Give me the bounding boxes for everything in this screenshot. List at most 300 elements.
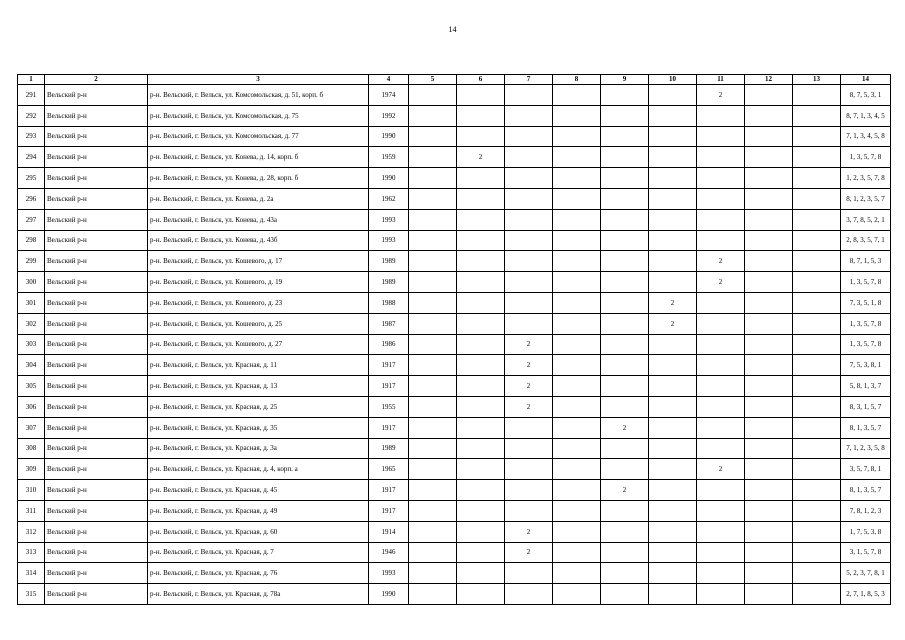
table-cell: 306	[18, 396, 45, 417]
table-cell	[457, 417, 505, 438]
table-cell	[409, 563, 457, 584]
table-cell: 1989	[369, 272, 409, 293]
column-header: 9	[601, 75, 649, 85]
table-cell	[793, 584, 841, 605]
table-cell: 8, 7, 1, 3, 4, 5	[841, 105, 891, 126]
table-cell	[697, 292, 745, 313]
table-cell	[553, 209, 601, 230]
table-cell	[409, 209, 457, 230]
table-cell	[457, 251, 505, 272]
table-cell	[553, 480, 601, 501]
table-cell: р-н. Вельский, г. Вельск, ул. Красная, д. 60	[148, 521, 369, 542]
table-cell: Вельский р-н	[45, 500, 148, 521]
table-cell	[649, 188, 697, 209]
table-cell: 2	[697, 272, 745, 293]
column-header: 1	[18, 75, 45, 85]
table-cell: р-н. Вельский, г. Вельск, ул. Кошевого, д. 17	[148, 251, 369, 272]
table-cell	[697, 313, 745, 334]
table-cell	[649, 417, 697, 438]
column-header: 13	[793, 75, 841, 85]
table-cell	[505, 459, 553, 480]
table-cell	[697, 105, 745, 126]
table-cell	[505, 126, 553, 147]
table-cell	[649, 459, 697, 480]
table-cell	[649, 251, 697, 272]
table-cell	[553, 251, 601, 272]
table-cell: 8, 1, 3, 5, 7	[841, 417, 891, 438]
table-cell	[601, 251, 649, 272]
table-cell: 5, 8, 1, 3, 7	[841, 376, 891, 397]
table-cell	[649, 230, 697, 251]
table-cell	[553, 459, 601, 480]
table-cell	[601, 209, 649, 230]
table-cell: 1993	[369, 230, 409, 251]
table-cell	[745, 355, 793, 376]
table-cell	[601, 376, 649, 397]
table-cell	[697, 147, 745, 168]
table-cell	[697, 209, 745, 230]
table-cell: 315	[18, 584, 45, 605]
table-cell	[649, 147, 697, 168]
table-cell	[553, 188, 601, 209]
table-cell	[601, 396, 649, 417]
table-cell: Вельский р-н	[45, 209, 148, 230]
table-cell	[457, 334, 505, 355]
table-cell	[697, 521, 745, 542]
table-cell	[553, 500, 601, 521]
table-cell	[505, 209, 553, 230]
table-cell: 2	[649, 292, 697, 313]
table-cell	[649, 438, 697, 459]
table-cell	[649, 209, 697, 230]
table-cell: 314	[18, 563, 45, 584]
table-cell: р-н. Вельский, г. Вельск, ул. Кошевого, д. 19	[148, 272, 369, 293]
table-cell	[553, 272, 601, 293]
table-cell: 1990	[369, 584, 409, 605]
table-cell	[505, 313, 553, 334]
table-cell	[505, 500, 553, 521]
table-cell: Вельский р-н	[45, 396, 148, 417]
table-cell: 302	[18, 313, 45, 334]
table-cell: Вельский р-н	[45, 313, 148, 334]
table-cell	[745, 521, 793, 542]
table-cell	[745, 459, 793, 480]
table-cell	[793, 500, 841, 521]
table-cell: 2	[601, 480, 649, 501]
table-cell	[505, 272, 553, 293]
table-cell	[457, 438, 505, 459]
table-cell	[793, 85, 841, 106]
table-cell	[745, 272, 793, 293]
table-cell	[745, 313, 793, 334]
table-cell: 1917	[369, 500, 409, 521]
table-cell	[409, 438, 457, 459]
table-cell	[601, 292, 649, 313]
table-cell: Вельский р-н	[45, 230, 148, 251]
table-cell	[649, 126, 697, 147]
table-cell	[409, 376, 457, 397]
table-cell	[601, 563, 649, 584]
table-cell: 2	[697, 251, 745, 272]
table-cell: Вельский р-н	[45, 480, 148, 501]
table-row	[18, 500, 891, 521]
table-cell	[409, 251, 457, 272]
table-row	[18, 417, 891, 438]
table-cell	[793, 230, 841, 251]
header-row	[18, 75, 891, 85]
table-cell	[457, 126, 505, 147]
table-cell	[457, 396, 505, 417]
table-cell	[793, 313, 841, 334]
table-cell	[601, 85, 649, 106]
table-cell	[409, 230, 457, 251]
table-cell: 307	[18, 417, 45, 438]
table-row	[18, 521, 891, 542]
table-cell	[505, 168, 553, 189]
table-cell	[745, 85, 793, 106]
table-cell	[745, 126, 793, 147]
table-cell: 313	[18, 542, 45, 563]
table-cell	[553, 563, 601, 584]
table-cell	[745, 500, 793, 521]
table-cell	[409, 417, 457, 438]
column-header: 11	[697, 75, 745, 85]
table-cell: Вельский р-н	[45, 126, 148, 147]
table-cell	[553, 542, 601, 563]
table-cell	[505, 147, 553, 168]
table-cell: 1959	[369, 147, 409, 168]
table-cell: 8, 7, 1, 5, 3	[841, 251, 891, 272]
table-cell	[745, 188, 793, 209]
table-cell	[793, 563, 841, 584]
table-cell	[745, 251, 793, 272]
table-cell: 1974	[369, 85, 409, 106]
table-cell: 311	[18, 500, 45, 521]
table-row	[18, 584, 891, 605]
table-cell: 7, 8, 1, 2, 3	[841, 500, 891, 521]
table-cell: р-н. Вельский, г. Вельск, ул. Комсомольская, д. 51, корп. б	[148, 85, 369, 106]
table-cell: 309	[18, 459, 45, 480]
table-cell: Вельский р-н	[45, 105, 148, 126]
column-header: 2	[45, 75, 148, 85]
table-cell: р-н. Вельский, г. Вельск, ул. Конева, д. 14, корп. б	[148, 147, 369, 168]
table-cell	[793, 396, 841, 417]
table-row	[18, 230, 891, 251]
table-cell: 3, 5, 7, 8, 1	[841, 459, 891, 480]
table-cell	[697, 480, 745, 501]
table-cell	[553, 292, 601, 313]
table-cell: 312	[18, 521, 45, 542]
table-cell	[409, 355, 457, 376]
page-number: 14	[448, 25, 457, 34]
table-cell	[745, 230, 793, 251]
table-cell	[409, 459, 457, 480]
table-header	[18, 75, 891, 85]
table-cell: 2	[697, 85, 745, 106]
table-cell: 8, 1, 2, 3, 5, 7	[841, 188, 891, 209]
table-cell	[601, 584, 649, 605]
table-cell: р-н. Вельский, г. Вельск, ул. Конева, д. 43а	[148, 209, 369, 230]
table-cell	[697, 417, 745, 438]
table-cell: Вельский р-н	[45, 542, 148, 563]
table-cell	[793, 105, 841, 126]
table-cell	[409, 334, 457, 355]
table-row	[18, 85, 891, 106]
table-cell	[409, 396, 457, 417]
table-cell: 1, 7, 5, 3, 8	[841, 521, 891, 542]
table-cell: р-н. Вельский, г. Вельск, ул. Кошевого, д. 23	[148, 292, 369, 313]
table-cell: 1993	[369, 209, 409, 230]
table-cell: 2	[505, 334, 553, 355]
table-row	[18, 542, 891, 563]
table-cell	[505, 438, 553, 459]
table-cell: Вельский р-н	[45, 168, 148, 189]
table-cell: 1990	[369, 126, 409, 147]
table-cell	[649, 480, 697, 501]
table-cell	[793, 292, 841, 313]
table-cell	[409, 168, 457, 189]
table-cell: 308	[18, 438, 45, 459]
table-cell	[457, 584, 505, 605]
table-cell: Вельский р-н	[45, 417, 148, 438]
table-cell	[745, 334, 793, 355]
table-cell	[745, 147, 793, 168]
table-cell: 1, 2, 3, 5, 7, 8	[841, 168, 891, 189]
table-cell	[457, 188, 505, 209]
table-cell	[601, 272, 649, 293]
table-cell	[745, 292, 793, 313]
table-cell: Вельский р-н	[45, 292, 148, 313]
table-cell: р-н. Вельский, г. Вельск, ул. Красная, д. 49	[148, 500, 369, 521]
table-cell: р-н. Вельский, г. Вельск, ул. Комсомольская, д. 77	[148, 126, 369, 147]
table-cell: Вельский р-н	[45, 251, 148, 272]
table-cell: Вельский р-н	[45, 188, 148, 209]
table-cell	[553, 355, 601, 376]
table-cell	[793, 334, 841, 355]
table-cell: 300	[18, 272, 45, 293]
table-cell	[505, 105, 553, 126]
table-cell	[457, 376, 505, 397]
table-cell: 8, 7, 5, 3, 1	[841, 85, 891, 106]
table-cell	[553, 584, 601, 605]
table-row	[18, 251, 891, 272]
table-row	[18, 376, 891, 397]
table-cell	[409, 313, 457, 334]
table-cell	[793, 459, 841, 480]
table-row	[18, 355, 891, 376]
table-cell: р-н. Вельский, г. Вельск, ул. Конева, д. 2а	[148, 188, 369, 209]
table-cell	[601, 521, 649, 542]
table-cell: Вельский р-н	[45, 521, 148, 542]
table-cell: Вельский р-н	[45, 584, 148, 605]
data-table	[17, 74, 891, 605]
table-cell	[553, 230, 601, 251]
table-row	[18, 396, 891, 417]
table-body	[18, 85, 891, 605]
table-cell	[553, 126, 601, 147]
table-cell	[553, 147, 601, 168]
table-row	[18, 459, 891, 480]
table-cell: Вельский р-н	[45, 459, 148, 480]
table-cell: 2, 8, 3, 5, 7, 1	[841, 230, 891, 251]
table-cell	[697, 563, 745, 584]
table-cell	[745, 209, 793, 230]
table-cell: р-н. Вельский, г. Вельск, ул. Комсомольская, д. 75	[148, 105, 369, 126]
column-header: 3	[148, 75, 369, 85]
table-cell: 7, 3, 5, 1, 8	[841, 292, 891, 313]
table-cell	[409, 500, 457, 521]
table-row	[18, 168, 891, 189]
table-cell	[409, 542, 457, 563]
column-header: 4	[369, 75, 409, 85]
table-cell	[601, 438, 649, 459]
table-cell	[649, 105, 697, 126]
table-cell: Вельский р-н	[45, 85, 148, 106]
table-cell: 305	[18, 376, 45, 397]
table-cell: 298	[18, 230, 45, 251]
table-cell	[649, 85, 697, 106]
table-cell: 1988	[369, 292, 409, 313]
table-cell: 310	[18, 480, 45, 501]
table-cell	[457, 521, 505, 542]
table-cell: 295	[18, 168, 45, 189]
table-cell	[553, 396, 601, 417]
table-cell: 1914	[369, 521, 409, 542]
table-cell: р-н. Вельский, г. Вельск, ул. Красная, д. 35	[148, 417, 369, 438]
table-cell: 1955	[369, 396, 409, 417]
table-cell	[745, 168, 793, 189]
table-cell	[793, 542, 841, 563]
table-cell	[649, 376, 697, 397]
column-header: 8	[553, 75, 601, 85]
table-cell	[697, 438, 745, 459]
table-cell	[793, 168, 841, 189]
table-cell	[505, 563, 553, 584]
table-cell: 2	[505, 542, 553, 563]
table-cell	[457, 85, 505, 106]
table-cell	[649, 396, 697, 417]
table-cell	[457, 480, 505, 501]
table-cell: р-н. Вельский, г. Вельск, ул. Красная, д. 3а	[148, 438, 369, 459]
table-cell	[553, 334, 601, 355]
table-cell: 291	[18, 85, 45, 106]
table-cell	[553, 85, 601, 106]
table-cell	[697, 230, 745, 251]
table-cell	[457, 292, 505, 313]
table-row	[18, 313, 891, 334]
table-cell	[697, 396, 745, 417]
table-cell: 2	[697, 459, 745, 480]
table-cell: 296	[18, 188, 45, 209]
table-cell: 2	[457, 147, 505, 168]
table-cell	[601, 188, 649, 209]
column-header: 14	[841, 75, 891, 85]
table-cell: 2	[649, 313, 697, 334]
table-row	[18, 292, 891, 313]
table-cell	[793, 251, 841, 272]
table-row	[18, 209, 891, 230]
table-cell: Вельский р-н	[45, 438, 148, 459]
table-cell	[553, 105, 601, 126]
table-cell	[409, 147, 457, 168]
table-cell: 299	[18, 251, 45, 272]
table-cell: р-н. Вельский, г. Вельск, ул. Конева, д. 28, корп. б	[148, 168, 369, 189]
table-cell	[793, 126, 841, 147]
table-cell: 1993	[369, 563, 409, 584]
table-cell: 7, 1, 3, 4, 5, 8	[841, 126, 891, 147]
table-cell: Вельский р-н	[45, 272, 148, 293]
table-cell: р-н. Вельский, г. Вельск, ул. Красная, д. 7	[148, 542, 369, 563]
table-cell: 1946	[369, 542, 409, 563]
table-cell	[457, 313, 505, 334]
table-cell: Вельский р-н	[45, 334, 148, 355]
table-cell: 3, 1, 5, 7, 8	[841, 542, 891, 563]
table-cell	[745, 417, 793, 438]
table-cell: р-н. Вельский, г. Вельск, ул. Кошевого, д. 27	[148, 334, 369, 355]
table-cell: 8, 1, 3, 5, 7	[841, 480, 891, 501]
table-cell	[601, 334, 649, 355]
table-cell: 7, 5, 3, 8, 1	[841, 355, 891, 376]
table-row	[18, 126, 891, 147]
table-cell: 1917	[369, 376, 409, 397]
table-cell: 8, 3, 1, 5, 7	[841, 396, 891, 417]
table-cell: р-н. Вельский, г. Вельск, ул. Красная, д. 78а	[148, 584, 369, 605]
table-cell	[409, 480, 457, 501]
table-cell	[649, 272, 697, 293]
column-header: 5	[409, 75, 457, 85]
column-header: 6	[457, 75, 505, 85]
table-cell: 1986	[369, 334, 409, 355]
table-row	[18, 188, 891, 209]
table-cell	[793, 438, 841, 459]
table-cell	[649, 168, 697, 189]
table-cell: 1, 3, 5, 7, 8	[841, 272, 891, 293]
table-cell: р-н. Вельский, г. Вельск, ул. Красная, д. 76	[148, 563, 369, 584]
table-cell: 292	[18, 105, 45, 126]
table-cell: 1987	[369, 313, 409, 334]
table-cell	[457, 105, 505, 126]
table-cell: Вельский р-н	[45, 376, 148, 397]
table-cell	[649, 563, 697, 584]
table-cell	[457, 168, 505, 189]
table-cell: 2	[505, 376, 553, 397]
table-row	[18, 334, 891, 355]
table-cell	[601, 542, 649, 563]
table-cell	[793, 188, 841, 209]
table-cell	[697, 168, 745, 189]
table-cell	[649, 500, 697, 521]
table-cell	[553, 376, 601, 397]
column-header: 12	[745, 75, 793, 85]
table-cell	[505, 230, 553, 251]
table-cell	[793, 355, 841, 376]
table-cell	[553, 168, 601, 189]
table-cell	[697, 188, 745, 209]
table-row	[18, 105, 891, 126]
table-cell	[457, 209, 505, 230]
table-cell	[505, 584, 553, 605]
table-cell	[457, 355, 505, 376]
table-cell	[649, 355, 697, 376]
table-cell	[745, 542, 793, 563]
table-cell	[457, 230, 505, 251]
table-cell	[649, 521, 697, 542]
table-cell: р-н. Вельский, г. Вельск, ул. Конева, д. 43б	[148, 230, 369, 251]
table-cell	[457, 272, 505, 293]
table-cell	[745, 105, 793, 126]
table-cell: 1992	[369, 105, 409, 126]
table-cell	[793, 376, 841, 397]
